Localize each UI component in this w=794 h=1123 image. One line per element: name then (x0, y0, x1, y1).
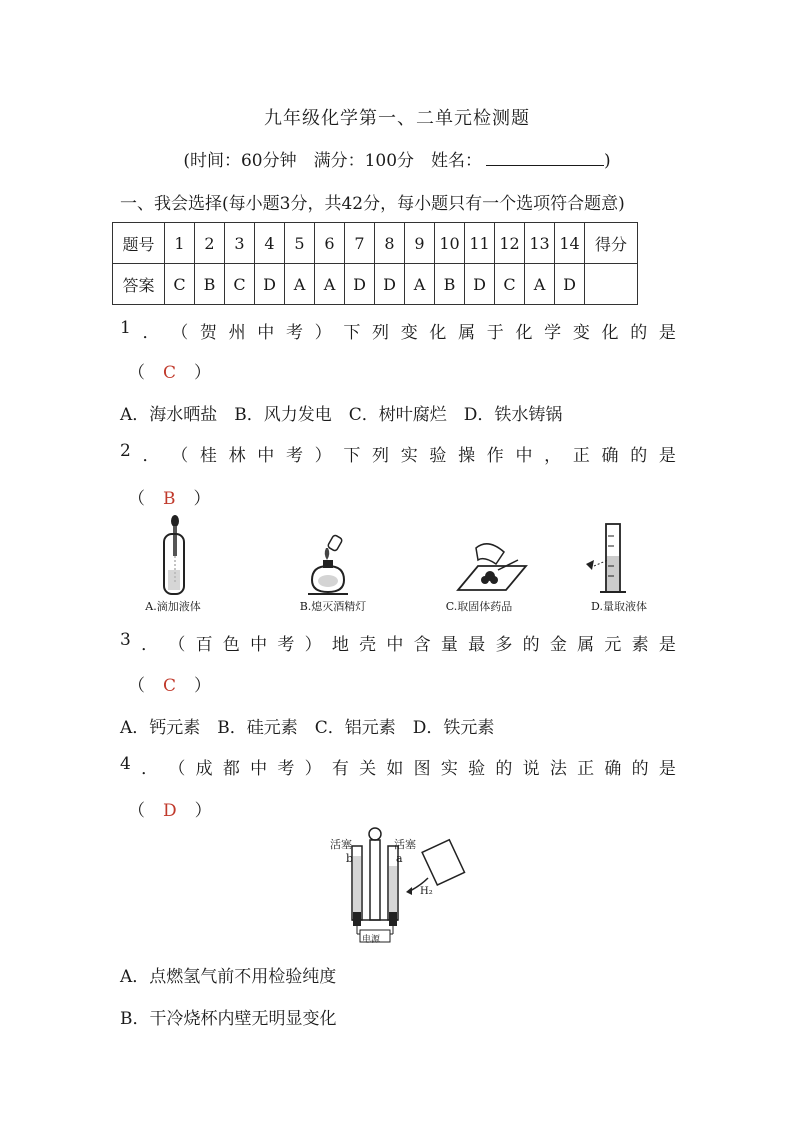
question-number: 8 (375, 223, 405, 264)
stem-char: 验 (429, 446, 447, 466)
stem-char: 桂 (199, 446, 217, 466)
answer-cell[interactable]: D (555, 264, 585, 305)
stem-char: 化 (515, 323, 533, 343)
question-1-answer[interactable]: C (163, 363, 177, 383)
stem-char: ． (141, 759, 159, 779)
answer-cell[interactable]: B (435, 264, 465, 305)
stem-char: 中 (515, 446, 533, 466)
stem-char: ， (544, 446, 562, 466)
stem-char: 的 (630, 446, 648, 466)
stem-char: 关 (359, 759, 377, 779)
stem-char: ． (142, 323, 160, 343)
question-2-answer-slot: （ B ） (128, 489, 211, 509)
stem-char: 实 (440, 759, 458, 779)
question-number: 9 (405, 223, 435, 264)
stem-char: 中 (250, 759, 268, 779)
question-number: 7 (345, 223, 375, 264)
figure-caption-b: B.熄灭酒精灯 (299, 600, 367, 613)
stem-char: 元 (604, 635, 622, 655)
stem-char: ） (304, 759, 322, 779)
stem-char: （ (171, 446, 189, 466)
stem-char: ） (314, 446, 332, 466)
question-number: 1 (165, 223, 195, 264)
answer-cell[interactable]: D (465, 264, 495, 305)
section-heading: 一、我会选择(每小题3分，共42分，每小题只有一个选项符合题意) (120, 194, 625, 214)
exam-info-close: ) (604, 151, 611, 171)
figure-caption-a: A.滴加液体 (145, 600, 201, 613)
stem-char: 是 (658, 323, 676, 343)
table-row-answers (113, 264, 638, 305)
stem-char: 贺 (199, 323, 217, 343)
stem-char: 如 (386, 759, 404, 779)
question-number: 4 (255, 223, 285, 264)
question-number: 5 (285, 223, 315, 264)
question-2-stem (120, 441, 676, 466)
row-label-answer: 答案 (113, 264, 165, 305)
stem-char: 于 (486, 323, 504, 343)
stem-char: 3 (120, 630, 131, 650)
stem-char: （ (168, 759, 186, 779)
stem-char: 金 (549, 635, 567, 655)
stem-char: 中 (257, 446, 275, 466)
question-4-stem (120, 754, 676, 779)
score-label: 得分 (585, 223, 638, 264)
stem-char: （ (171, 323, 189, 343)
solid-sample-figure (438, 530, 528, 598)
stem-char: 正 (572, 446, 590, 466)
exam-info-text: (时间：60分钟 满分：100分 姓名： (183, 151, 483, 171)
stem-char: 考 (277, 635, 295, 655)
question-3-stem (120, 630, 676, 655)
stem-char: 作 (486, 446, 504, 466)
question-1-options: A．海水晒盐 B．风力发电 C．树叶腐烂 D．铁水铸锅 (120, 405, 563, 425)
right-valve-label: 活塞 (394, 838, 416, 851)
stem-char: 最 (468, 635, 486, 655)
stem-char: ） (314, 323, 332, 343)
question-number: 13 (525, 223, 555, 264)
left-valve-label: 活塞 (330, 838, 352, 851)
question-4-answer[interactable]: D (163, 801, 177, 821)
answer-cell[interactable]: D (345, 264, 375, 305)
question-3-options: A．钙元素 B．硅元素 C．铝元素 D．铁元素 (120, 718, 495, 738)
stem-char: 4 (120, 754, 131, 774)
question-number: 11 (465, 223, 495, 264)
question-3-answer-slot: （ C ） (128, 676, 212, 696)
stem-char: 中 (386, 635, 404, 655)
answer-table (112, 222, 638, 305)
question-4-option-a: A．点燃氢气前不用检验纯度 (120, 967, 337, 987)
electrode-a-label: a (396, 852, 403, 865)
stem-char: 有 (331, 759, 349, 779)
stem-char: 说 (522, 759, 540, 779)
question-number: 6 (315, 223, 345, 264)
question-4-option-b: B．干冷烧杯内壁无明显变化 (120, 1009, 337, 1029)
stem-char: 变 (400, 323, 418, 343)
stem-char: 确 (601, 446, 619, 466)
stem-char: 变 (572, 323, 590, 343)
stem-char: ． (142, 446, 160, 466)
stem-char: ） (304, 635, 322, 655)
question-1-answer-slot: （ C ） (128, 363, 212, 383)
stem-char: 考 (285, 446, 303, 466)
stem-char: 量 (440, 635, 458, 655)
stem-char: 1 (120, 318, 131, 338)
question-number: 12 (495, 223, 525, 264)
stem-char: 验 (468, 759, 486, 779)
stem-char: ． (141, 635, 159, 655)
stem-char: 下 (343, 446, 361, 466)
answer-cell[interactable]: A (285, 264, 315, 305)
name-blank[interactable] (486, 151, 604, 166)
stem-char: 成 (195, 759, 213, 779)
stem-char: 的 (522, 635, 540, 655)
stem-char: 操 (458, 446, 476, 466)
stem-char: 含 (413, 635, 431, 655)
stem-char: 图 (413, 759, 431, 779)
stem-char: 州 (228, 323, 246, 343)
question-number: 3 (225, 223, 255, 264)
stem-char: 实 (400, 446, 418, 466)
stem-char: （ (168, 635, 186, 655)
question-2-answer[interactable]: B (163, 489, 176, 509)
electrode-b-label: b (346, 852, 354, 865)
answer-cell[interactable]: C (225, 264, 255, 305)
answer-cell[interactable]: C (495, 264, 525, 305)
stem-char: 多 (495, 635, 513, 655)
answer-cell[interactable]: D (255, 264, 285, 305)
stem-char: 的 (495, 759, 513, 779)
row-label-number: 题号 (113, 223, 165, 264)
answer-cell[interactable]: B (195, 264, 225, 305)
stem-char: 2 (120, 441, 131, 461)
answer-cell[interactable]: A (405, 264, 435, 305)
stem-char: 列 (372, 446, 390, 466)
page-title: 九年级化学第一、二单元检测题 (264, 108, 530, 129)
stem-char: 素 (631, 635, 649, 655)
answer-cell[interactable]: A (315, 264, 345, 305)
stem-char: 地 (331, 635, 349, 655)
graduated-cylinder-figure (584, 522, 640, 598)
stem-char: 壳 (359, 635, 377, 655)
stem-char: 都 (222, 759, 240, 779)
stem-char: 考 (277, 759, 295, 779)
question-4-answer-slot: （ D ） (128, 801, 212, 821)
answer-cell[interactable]: A (525, 264, 555, 305)
stem-char: 色 (222, 635, 240, 655)
stem-char: 是 (658, 635, 676, 655)
question-1-stem (120, 318, 676, 343)
figure-caption-c: C.取固体药品 (445, 600, 513, 613)
stem-char: 林 (228, 446, 246, 466)
table-row-numbers (113, 223, 638, 264)
answer-cell[interactable]: D (375, 264, 405, 305)
stem-char: 化 (429, 323, 447, 343)
stem-char: 确 (604, 759, 622, 779)
stem-char: 中 (257, 323, 275, 343)
stem-char: 正 (577, 759, 595, 779)
power-supply-label: 电源 (362, 935, 381, 945)
stem-char: 百 (195, 635, 213, 655)
stem-char: 属 (458, 323, 476, 343)
stem-char: 法 (549, 759, 567, 779)
question-number: 14 (555, 223, 585, 264)
exam-info (0, 146, 794, 171)
question-number: 2 (195, 223, 225, 264)
stem-char: 学 (544, 323, 562, 343)
question-number: 10 (435, 223, 465, 264)
stem-char: 下 (343, 323, 361, 343)
stem-char: 列 (372, 323, 390, 343)
alcohol-lamp-figure (302, 534, 362, 598)
stem-char: 中 (250, 635, 268, 655)
figure-caption-d: D.量取液体 (591, 600, 647, 613)
question-3-answer[interactable]: C (163, 676, 177, 696)
stem-char: 是 (658, 446, 676, 466)
stem-char: 考 (285, 323, 303, 343)
score-cell[interactable] (585, 264, 638, 305)
stem-char: 是 (658, 759, 676, 779)
hydrogen-label: H₂ (420, 886, 433, 897)
stem-char: 化 (601, 323, 619, 343)
stem-char: 的 (631, 759, 649, 779)
stem-char: 的 (630, 323, 648, 343)
stem-char: 属 (577, 635, 595, 655)
answer-cell[interactable]: C (165, 264, 195, 305)
dropper-figure (150, 512, 200, 598)
